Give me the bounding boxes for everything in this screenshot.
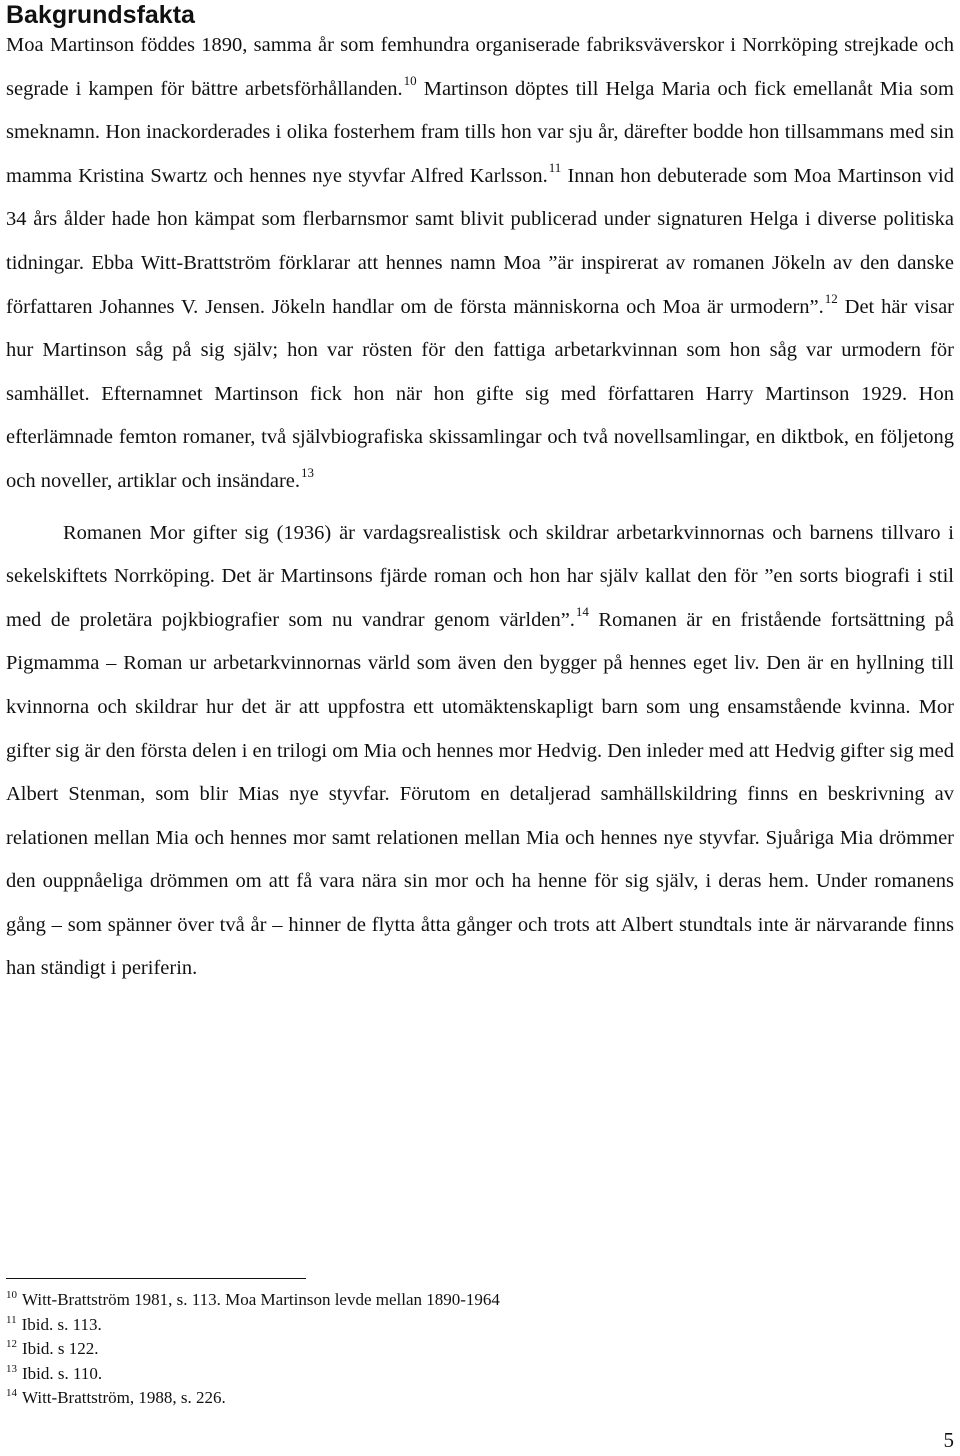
paragraph-novel bbox=[6, 512, 954, 992]
footnote-reference[interactable]: 11 bbox=[548, 159, 562, 175]
paragraph-text: Romanen är en fristående fortsättning på Pigmamma – Roman ur arbetarkvinnornas värld som även den bygger på hennes eget liv. Den är en hyllning till kvinnorna och skildrar hur det är att uppfostra ett utomäktenskapligt barn som ung ensamstående kvinna. Mor gifter sig är den första delen i en trilogi om Mia och hennes mor Hedvig. Den inleder med att Hedvig gifter sig med Albert Stenman, som blir Mias nye styvfar. Förutom en detaljerad samhällskildring finns en beskrivning av relationen mellan Mia och hennes mor samt relationen mellan Mia och hennes nye styvfar. Sjuåriga Mia drömmer den ouppnåeliga drömmen om att få vara nära sin mor och ha henne för sig själv, i deras hem. Under romanens gång – som spänner över två år – hinner de flytta åtta gånger och trots att Albert stundtals inte är närvarande finns han ständigt i periferin. bbox=[6, 608, 954, 980]
footnote-number: 14 bbox=[6, 1387, 17, 1399]
footnote-number: 13 bbox=[6, 1362, 17, 1375]
footnote-text: Ibid. s 122. bbox=[22, 1339, 99, 1358]
footnote-item bbox=[6, 1362, 906, 1387]
footnote-text: Ibid. s. 113. bbox=[21, 1314, 102, 1334]
paragraph-text: Martinson döptes till Helga Maria och fick emellanåt Mia som smeknamn. Hon inackorderades i olika fosterhem fram tills hon var sju år, därefter bodde hon tillsammans med sin mamma Kristina Swartz och hennes nye styvfar Alfred Karlsson. bbox=[6, 77, 954, 187]
paragraph-text: Romanen Mor gifter sig (1936) är vardagsrealistisk och skildrar arbetarkvinnornas och barnens tillvaro i sekelskiftets Norrköping. Det är Martinsons fjärde roman och hon har själv kallat den för ”en sorts biografi i stil med de proletära pojkbiografier som nu vandrar genom världen”. bbox=[6, 521, 954, 631]
footnote-item bbox=[6, 1288, 906, 1313]
footnote-reference[interactable]: 14 bbox=[575, 603, 589, 619]
footnote-reference[interactable]: 10 bbox=[403, 72, 417, 88]
footnote-reference[interactable]: 12 bbox=[824, 290, 838, 306]
page-number: 5 bbox=[943, 1428, 954, 1452]
footnote-item bbox=[6, 1386, 906, 1411]
footnote-text: Witt-Brattström 1981, s. 113. Moa Martinson levde mellan 1890-1964 bbox=[22, 1290, 500, 1309]
footnote-divider bbox=[6, 1278, 306, 1279]
paragraph-background bbox=[6, 24, 954, 504]
footnote-number: 10 bbox=[6, 1289, 17, 1301]
paragraph-text: Innan hon debuterade som Moa Martinson vid 34 års ålder hade hon kämpat som flerbarnsmor samt blivit publicerad under signaturen Helga i diverse politiska tidningar. Ebba Witt-Brattström förklarar att hennes namn Moa ”är inspirerat av romanen Jökeln av den danske författaren Johannes V. Jensen. Jökeln handlar om de första människorna och Moa är urmodern”. bbox=[6, 164, 954, 318]
footnotes-list bbox=[6, 1288, 906, 1411]
section-heading: Bakgrundsfakta bbox=[6, 1, 195, 29]
footnote-number: 11 bbox=[6, 1313, 17, 1326]
footnote-text: Witt-Brattström, 1988, s. 226. bbox=[22, 1388, 226, 1407]
footnote-reference[interactable]: 13 bbox=[301, 464, 315, 480]
footnote-number: 12 bbox=[6, 1338, 17, 1350]
paragraph-text: Det här visar hur Martinson såg på sig själv; hon var rösten för den fattiga arbetarkvinnan som hon såg var urmodern för samhället. Efternamnet Martinson fick hon när hon gifte sig med författaren Harry Martinson 1929. Hon efterlämnade femton romaner, två självbiografiska skissamlingar och två novellsamlingar, en diktbok, en följetong och noveller, artiklar och insändare. bbox=[6, 295, 954, 492]
footnote-item bbox=[6, 1337, 906, 1362]
footnote-item bbox=[6, 1313, 906, 1338]
footnote-text: Ibid. s. 110. bbox=[22, 1363, 103, 1383]
paragraph-text: Moa Martinson föddes 1890, samma år som femhundra organiserade fabriksväverskor i Norrköping strejkade och segrade i kampen för bättre arbetsförhållanden. bbox=[6, 34, 954, 100]
document-page bbox=[6, 0, 954, 991]
